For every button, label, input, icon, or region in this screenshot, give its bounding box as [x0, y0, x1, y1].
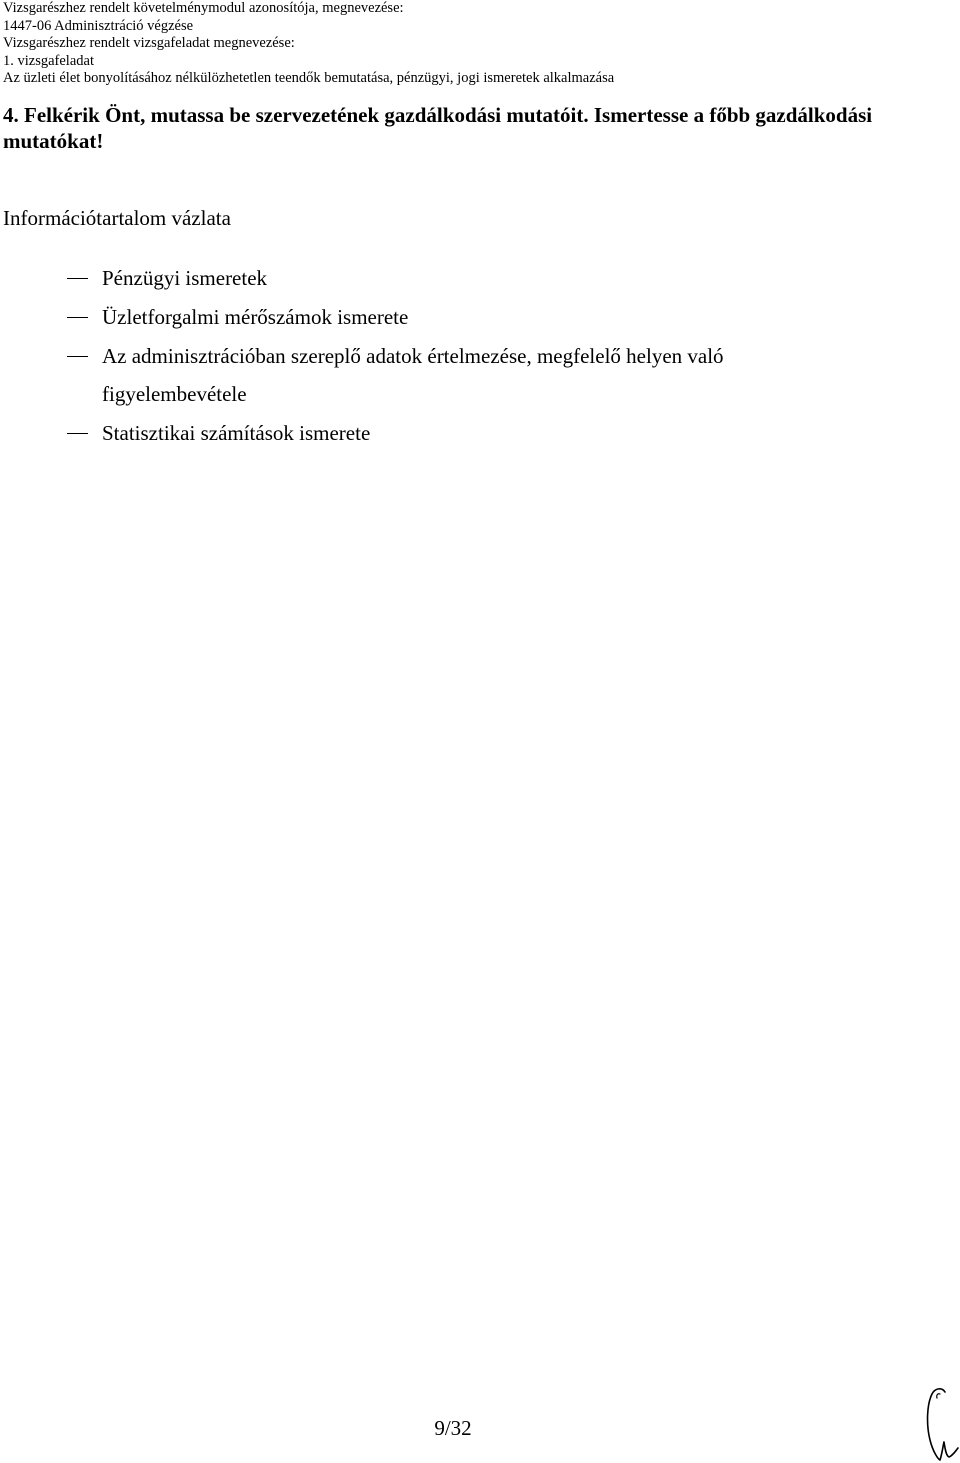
header-line-module-name: 1447-06 Adminisztráció végzése [3, 17, 194, 34]
handwritten-signature-icon [918, 1384, 960, 1463]
outline-item-text: Üzletforgalmi mérőszámok ismerete [102, 304, 409, 329]
task-title: 4. Felkérik Önt, mutassa be szervezetének gazdálkodási mutatóit. Ismertesse a főbb gazdálkodási mutatókat! [3, 103, 873, 153]
outline-item [0, 298, 900, 337]
outline-heading: Információtartalom vázlata [3, 206, 231, 230]
outline-list [0, 259, 900, 453]
document-header [3, 0, 614, 88]
header-line-task-number: 1. vizsgafeladat [3, 52, 94, 69]
header-line-task-name: Az üzleti élet bonyolításához nélkülözhetetlen teendők bemutatása, pénzügyi, jogi ismeretek alkalmazása [3, 70, 615, 86]
header-line-task-label: Vizsgarészhez rendelt vizsgafeladat megnevezése: [3, 35, 295, 51]
outline-item [0, 337, 900, 415]
dash-bullet-icon [67, 317, 88, 318]
outline-item [0, 414, 900, 453]
dash-bullet-icon [67, 356, 88, 357]
header-line-module-label: Vizsgarészhez rendelt követelménymodul azonosítója, megnevezése: [3, 0, 404, 16]
outline-item-text: Az adminisztrációban szereplő adatok értelmezése, megfelelő helyen való figyelembevétele [102, 343, 724, 407]
outline-item [0, 259, 900, 298]
page-number: 9/32 [434, 1416, 472, 1440]
outline-item-text: Pénzügyi ismeretek [102, 266, 268, 290]
outline-item-text: Statisztikai számítások ismerete [102, 421, 371, 446]
dash-bullet-icon [67, 278, 88, 279]
dash-bullet-icon [67, 433, 88, 434]
